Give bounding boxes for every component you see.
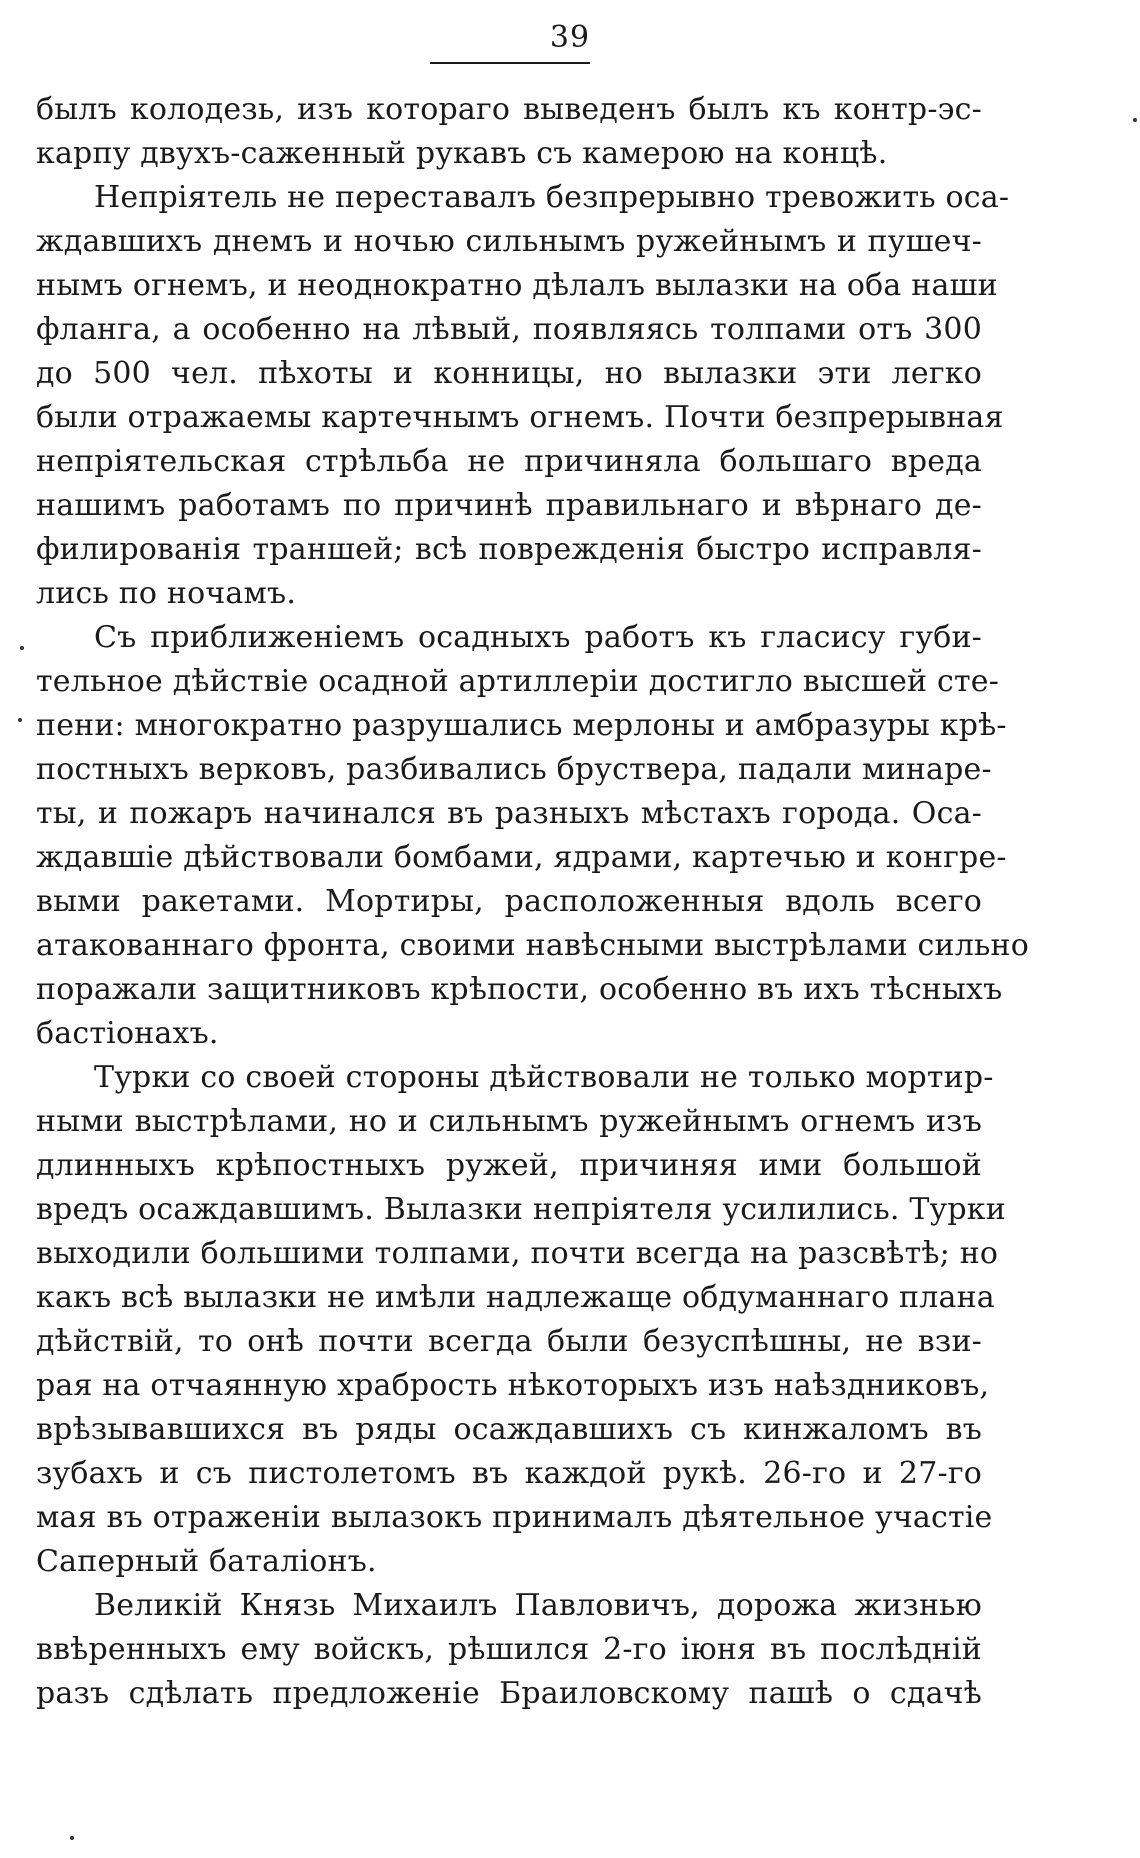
text-line: Турки со своей стороны дѣйствовали не только мортир- [94,1060,994,1095]
text-line: до 500 чел. пѣхоты и конницы, но вылазки эти легко [36,356,982,391]
text-line: мая въ отраженіи вылазокъ принималъ дѣятельное участіе [36,1500,993,1535]
text-line: нашимъ работамъ по причинѣ правильнаго и вѣрнаго де- [36,488,982,523]
text-line: атакованнаго фронта, своими навѣсными выстрѣлами сильно [36,928,1029,963]
text-line: филированія траншей; всѣ поврежденія быстро исправля- [36,532,982,567]
text-line: карпу двухъ-саженный рукавъ съ камерою на концѣ. [36,136,888,171]
text-line: рая на отчаянную храбрость нѣкоторыхъ изъ наѣздниковъ, [36,1368,990,1403]
text-line: фланга, а особенно на лѣвый, появляясь толпами отъ 300 [36,312,982,347]
text-line: постныхъ верковъ, разбивались брустверa, падали минаре- [36,752,992,787]
text-line: непріятельская стрѣльба не причиняла большаго вреда [36,444,982,479]
text-line: дѣйствій, то онѣ почти всегда были безуспѣшны, не взи- [36,1324,982,1359]
text-line: ждавшихъ днемъ и ночью сильнымъ ружейнымъ и пушеч- [36,224,982,259]
text-line: какъ всѣ вылазки не имѣли надлежаще обдуманнаго плана [36,1280,995,1315]
text-line: лись по ночамъ. [36,576,297,611]
text-line: ждавшіе дѣйствовали бомбами, ядрами, картечью и конгре- [36,840,1007,875]
text-line: бастіонахъ. [36,1016,219,1051]
paragraph [36,176,1010,616]
text-line: ввѣренныхъ ему войскъ, рѣшился 2-го іюня въ послѣдній [36,1632,982,1667]
text-line: зубахъ и съ пистолетомъ въ каждой рукѣ. 26-го и 27-го [36,1456,982,1491]
text-line: нымъ огнемъ, и неоднократно дѣлалъ вылазки на оба наши [36,268,998,303]
text-line: были отражаемы картечнымъ огнемъ. Почти безпрерывная [36,400,1004,435]
page-number: 39 [549,20,591,55]
text-line: врѣзывавшихся въ ряды осаждавшихъ съ кинжаломъ въ [36,1412,982,1447]
text-line: Непріятель не переставалъ безпрерывно тревожить оса- [94,180,1010,215]
paragraph [36,616,1029,1056]
paragraph [36,1056,1006,1584]
text-line: поражали защитниковъ крѣпости, особенно въ ихъ тѣсныхъ [36,972,1003,1007]
text-line: выходили большими толпами, почти всегда на разсвѣтѣ; но [36,1236,999,1271]
text-line: ты, и пожаръ начинался въ разныхъ мѣстахъ города. Оса- [36,796,982,831]
text-line: Съ приближеніемъ осадныхъ работъ къ гласису губи- [94,620,982,655]
text-line: длинныхъ крѣпостныхъ ружей, причиняя ими большой [36,1148,982,1183]
paragraph [36,1584,982,1716]
scan-speck [18,718,22,722]
text-line: былъ колодезь, изъ котораго выведенъ былъ къ контр-эс- [36,92,982,127]
text-line: Саперный баталіонъ. [36,1544,377,1579]
text-line: выми ракетами. Мортиры, расположенныя вдоль всего [36,884,982,919]
text-line: разъ сдѣлать предложеніе Браиловскому пашѣ о сдачѣ [36,1676,982,1711]
text-line: Великій Князь Михаилъ Павловичъ, дорожа жизнью [94,1588,982,1623]
text-line: ными выстрѣлами, но и сильнымъ ружейнымъ огнемъ изъ [36,1104,982,1139]
header-rule [430,62,590,64]
paragraph [36,88,982,176]
text-line: пени: многократно разрушались мерлоны и амбразуры крѣ- [36,708,1007,743]
scan-speck [1133,118,1137,122]
text-line: вредъ осаждавшимъ. Вылазки непріятеля усилились. Турки [36,1192,1006,1227]
scan-speck [20,646,24,650]
body-text [36,88,1029,1716]
text-line: тельное дѣйствіе осадной артиллеріи достигло высшей сте- [36,664,1000,699]
scan-speck [70,1836,74,1840]
